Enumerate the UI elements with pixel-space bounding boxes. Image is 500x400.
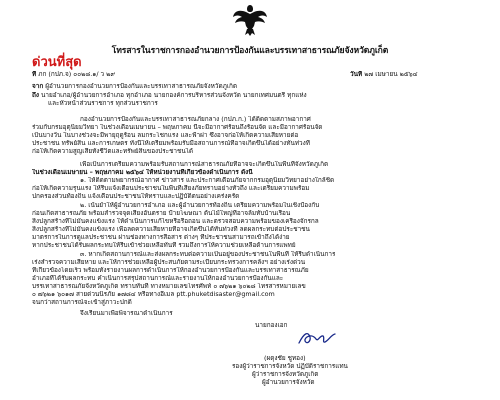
signer-position: ผู้อำนวยการจังหวัด — [262, 379, 315, 386]
p2-line: ๒. เน้นย้ำให้ผู้อำนวยการอำเภอ และผู้อำนวยการท้องถิ่น เตรียมความพร้อมในเชิงป้องกัน — [80, 202, 320, 209]
date-row — [350, 71, 418, 78]
signer-position: รองผู้ว่าราชการจังหวัด ปฏิบัติราชการแทน — [232, 363, 348, 370]
p1-line: ประชาชน ทรัพย์สิน และการเกษตร ทั้งนี้ให้เตรียมพร้อมรับมือสถานการณ์ที่อาจเกิดขึ้นได้อย่างทันท่วงที — [32, 140, 310, 147]
doc-number-label: ที่ — [32, 71, 37, 78]
p2-line: ปกครองส่วนท้องถิ่น แจ้งเตือนประชาชนให้ทราบและปฏิบัติตนอย่างเคร่งครัด — [32, 193, 240, 200]
p2-line: ๐ ๗๖๒๑ ๖๐๑๗ สายด่วนนิรภัย ๑๗๘๔ หรือทางอีเมล ptt.phuketdisaster@gmail.com — [32, 291, 275, 298]
p2-line: สิ่งปลูกสร้างที่ไม่มั่นคงแข็งแรง เพื่อลดความเสียหายที่อาจเกิดขึ้นได้ทันท่วงที ลดผลกระทบต่อประชาชน — [32, 226, 310, 233]
garuda-emblem-icon — [232, 2, 268, 38]
signature-rank: นายกองเอก — [255, 322, 288, 329]
p1-line: เป็นบางวัน ในบางช่วงจะมีพายุฤดูร้อน ลมกระโชกแรง และฟ้าผ่า ซึ่งอาจก่อให้เกิดความเสียหายต่อ — [32, 132, 299, 139]
to-label: ถึง — [32, 92, 39, 99]
urgency-stamp: ด่วนที่สุด — [32, 55, 82, 70]
signer-position: ผู้ว่าราชการจังหวัดภูเก็ต — [252, 371, 319, 378]
doc-number: ภก (กปภ.จ) ๐๐๒๘.๑/ ว ๒๙ — [38, 71, 116, 78]
document-title: โทรสารในราชการกองอำนวยการป้องกันและบรรเทาสาธารณภัยจังหวัดภูเก็ต — [111, 46, 389, 56]
to-row-cont: และหัวหน้าส่วนราชการ ทุกส่วนราชการ — [48, 100, 158, 107]
closing-line: จึงเรียนมาเพื่อพิจารณาดำเนินการ — [80, 310, 173, 317]
date-label: วันที่ — [350, 71, 363, 78]
from-label: จาก — [32, 83, 44, 90]
handwritten-signature — [296, 327, 340, 351]
p2-line: เร่งสำรวจความเสียหาย และให้การช่วยเหลือผู้ประสบภัยตามระเบียบกระทรวงการคลังฯ อย่างเร่งด่วน — [32, 259, 306, 266]
p2-line: ๓. หากเกิดสถานการณ์และส่งผลกระทบต่อความเป็นอยู่ของประชาชนในพื้นที่ ให้รีบดำเนินการ — [80, 251, 336, 258]
p2-line: ๑. ให้ติดตามพยากรณ์อากาศ ข่าวสาร และประกาศเตือนภัยจากกรมอุตุนิยมวิทยาอย่างใกล้ชิด — [80, 177, 335, 184]
from-value: ผู้อำนวยการกองอำนวยการป้องกันและบรรเทาสาธารณภัยจังหวัดภูเก็ต — [45, 83, 238, 90]
p1-line: กองอำนวยการป้องกันและบรรเทาสาธารณภัยกลาง (กปภ.ก.) ได้ติดตามสภาพอากาศ — [80, 116, 311, 123]
p2-line: เพื่อเป็นการเตรียมความพร้อมรับสถานการณ์สาธารณภัยที่อาจจะเกิดขึ้นในพื้นที่จังหวัดภูเก็ต — [80, 161, 329, 168]
p2-line: ก่อนเกิดสาธารณภัย พร้อมสำรวจจุดเสี่ยงอันตราย ป้ายโฆษณา ต้นไม้ใหญ่ที่อาจล้มทับบ้านเรือน — [32, 210, 291, 217]
signer-name: (ผดุงชัย ชูทอง) — [264, 355, 306, 362]
p2-line: อำเภอที่ได้รับผลกระทบ คำเนินการสรุปสถานการณ์และรายงานให้กองอำนวยการป้องกันและ — [32, 275, 284, 282]
from-row — [32, 83, 237, 90]
doc-number-row — [32, 71, 115, 78]
p2-line: ที่เกี่ยวข้องโดยเร็ว พร้อมทั้งรายงานผลการดำเนินการให้กองอำนวยการป้องกันและบรรเทาสาธารณภัย — [32, 267, 309, 274]
p1-line: ก่อให้เกิดความสูญเสียทั้งชีวิตและทรัพย์สินของประชาชนได้ — [32, 148, 194, 155]
p2-line: จนกว่าสถานการณ์จะเข้าสู่ภาวะปกติ — [32, 299, 132, 306]
p2-line: บรรเทาสาธารณภัยจังหวัดภูเก็ต ทราบทันที ทางหมายเลขโทรศัพท์ ๐ ๗๖๒๑ ๖๐๒๘ โทรสารหมายเลข — [32, 283, 306, 290]
date-value: ๒๗ เมษายน ๒๕๖๔ — [364, 71, 418, 78]
p1-line: ร่วมกับกรมอุตุนิยมวิทยา ในช่วงเดือนเมษายน – พฤษภาคม นี้จะมีอากาศร้อนถึงร้อนจัด และมีอากาศร้อนจัด — [32, 124, 323, 131]
p2-line: สิ่งปลูกสร้างที่ไม่มั่นคงแข็งแรง ให้ดำเนินการแก้ไขหรือรื้อถอน และตรวจสอบความพร้อมของเครื่องจักรกล — [32, 218, 319, 225]
to-value: นายอำเภอ/ผู้อำนวยการอำเภอ ทุกอำเภอ นายกองค์การบริหารส่วนจังหวัด นายกเทศมนตรี ทุกแห่ง — [41, 92, 307, 99]
p2-line: หากประชาชนได้รับผลกระทบให้รีบเข้าช่วยเหลือทันที รวมถึงการให้ความช่วยเหลือด้านการแพทย์ — [32, 242, 296, 249]
p2-line: ก่อให้เกิดความรุนแรง ให้รีบแจ้งเตือนประชาชนในพื้นที่เสี่ยงภัยทราบอย่างทั่วถึง และเตรียมความพร้อม — [32, 185, 310, 192]
p2-line: ในช่วงเดือนเมษายน – พฤษภาคม ๒๕๖๔ ให้หน่วยงานที่เกี่ยวข้องดำเนินการ ดังนี้ — [32, 169, 253, 176]
to-row — [32, 92, 307, 99]
p2-line: มาตรการในการดูแลประชาชน ผ่านช่องทางการสื่อสาร ต่างๆ ที่ประชาชนสามารถเข้าถึงได้ง่าย — [32, 234, 290, 241]
